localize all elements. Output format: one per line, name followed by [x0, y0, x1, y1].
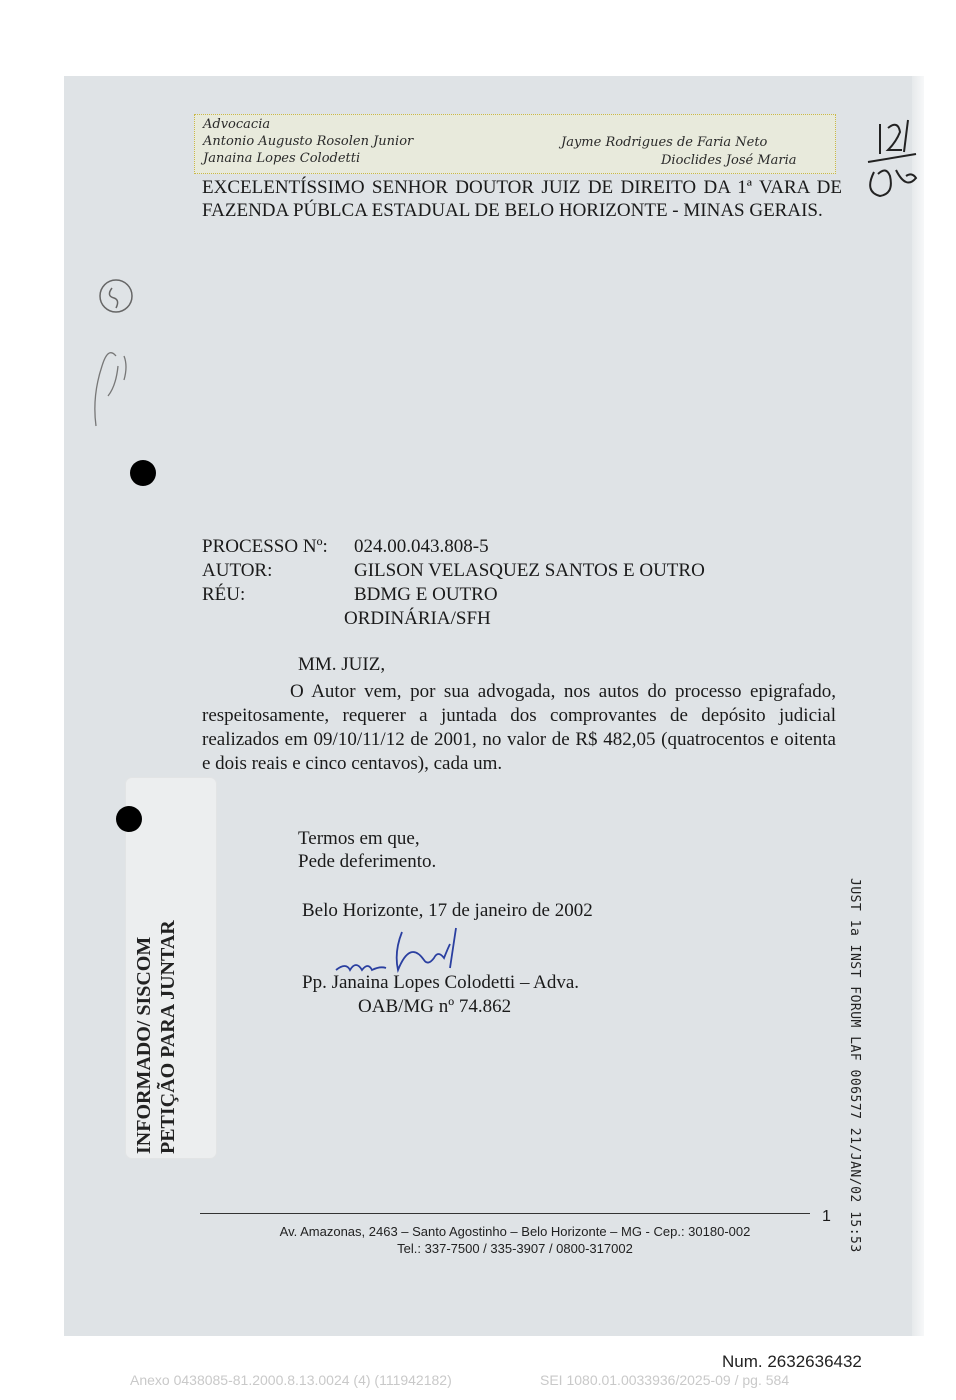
page-number: 1 — [822, 1208, 831, 1225]
place-date: Belo Horizonte, 17 de janeiro de 2002 — [302, 900, 593, 921]
letterhead-lawyer: Janaina Lopes Colodetti — [203, 151, 361, 166]
reu-label: RÉU: — [202, 584, 246, 605]
page-edge-shadow — [912, 76, 924, 1336]
punch-hole — [130, 460, 156, 486]
processo-label: PROCESSO Nº: — [202, 536, 328, 557]
autor-label: AUTOR: — [202, 560, 273, 581]
action-type: ORDINÁRIA/SFH — [344, 608, 491, 629]
closing-line: Pede deferimento. — [298, 851, 437, 872]
handwritten-folio-mark — [860, 114, 924, 204]
letterhead-lawyer: Dioclides José Maria — [661, 153, 797, 168]
footer-phones: Tel.: 337-7500 / 335-3907 / 0800-317002 — [397, 1241, 633, 1256]
signatory: Pp. Janaina Lopes Colodetti – Adva. — [302, 972, 580, 993]
processo-number: 024.00.043.808-5 — [354, 536, 489, 557]
reu-name: BDMG E OUTRO — [354, 584, 498, 605]
oab-number: OAB/MG nº 74.862 — [358, 996, 512, 1017]
letterhead-firm: Advocacia — [203, 117, 271, 132]
footer-divider — [200, 1213, 810, 1214]
salutation: MM. JUIZ, — [298, 654, 386, 675]
addressee: EXCELENTÍSSIMO SENHOR DOUTOR JUIZ DE DIREITO DA 1ª VARA DE FAZENDA PÚBLCA ESTADUAL DE BELO HORIZONTE - MINAS GERAIS. — [202, 177, 842, 221]
petition-paragraph — [202, 680, 836, 776]
annex-reference: Anexo 0438085-81.2000.8.13.0024 (4) (111942182) — [130, 1372, 452, 1388]
footer-address: Av. Amazonas, 2463 – Santo Agostinho – Belo Horizonte – MG - Cep.: 30180-002 — [279, 1224, 751, 1239]
protocol-stamp-text: JUST 1a INST FORUM LAF 006577 21/JAN/02 15:53 — [847, 878, 862, 1253]
scanned-page — [64, 76, 924, 1336]
sticker-text — [132, 774, 180, 1154]
autor-name: GILSON VELASQUEZ SANTOS E OUTRO — [354, 560, 705, 581]
letterhead-lawyer: Antonio Augusto Rosolen Junior — [203, 134, 414, 149]
document-num: Num. 2632636432 — [722, 1352, 862, 1371]
sticker-line: PETIÇÃO PARA JUNTAR — [157, 920, 179, 1154]
closing-line: Termos em que, — [298, 828, 420, 849]
status-sticker — [126, 778, 216, 1158]
letterhead — [194, 114, 836, 174]
sticker-line: INFORMADO/ SISCOM — [133, 936, 155, 1154]
handwritten-margin-note — [78, 276, 138, 436]
letterhead-lawyer: Jayme Rodrigues de Faria Neto — [561, 135, 768, 150]
protocol-stamp — [846, 878, 868, 1253]
petition-paragraph-text: O Autor vem, por sua advogada, nos autos do processo epigrafado, respeitosamente, requerer a juntada dos comprovantes de depósito judicial realizados em 09/10/11/12 de 2001, no valor de R$ 482,05 (quatrocentos e oitenta e dois reais e cinco centavos), cada um. — [202, 681, 836, 774]
sei-reference: SEI 1080.01.0033936/2025-09 / pg. 584 — [540, 1372, 790, 1388]
punch-hole — [116, 806, 142, 832]
